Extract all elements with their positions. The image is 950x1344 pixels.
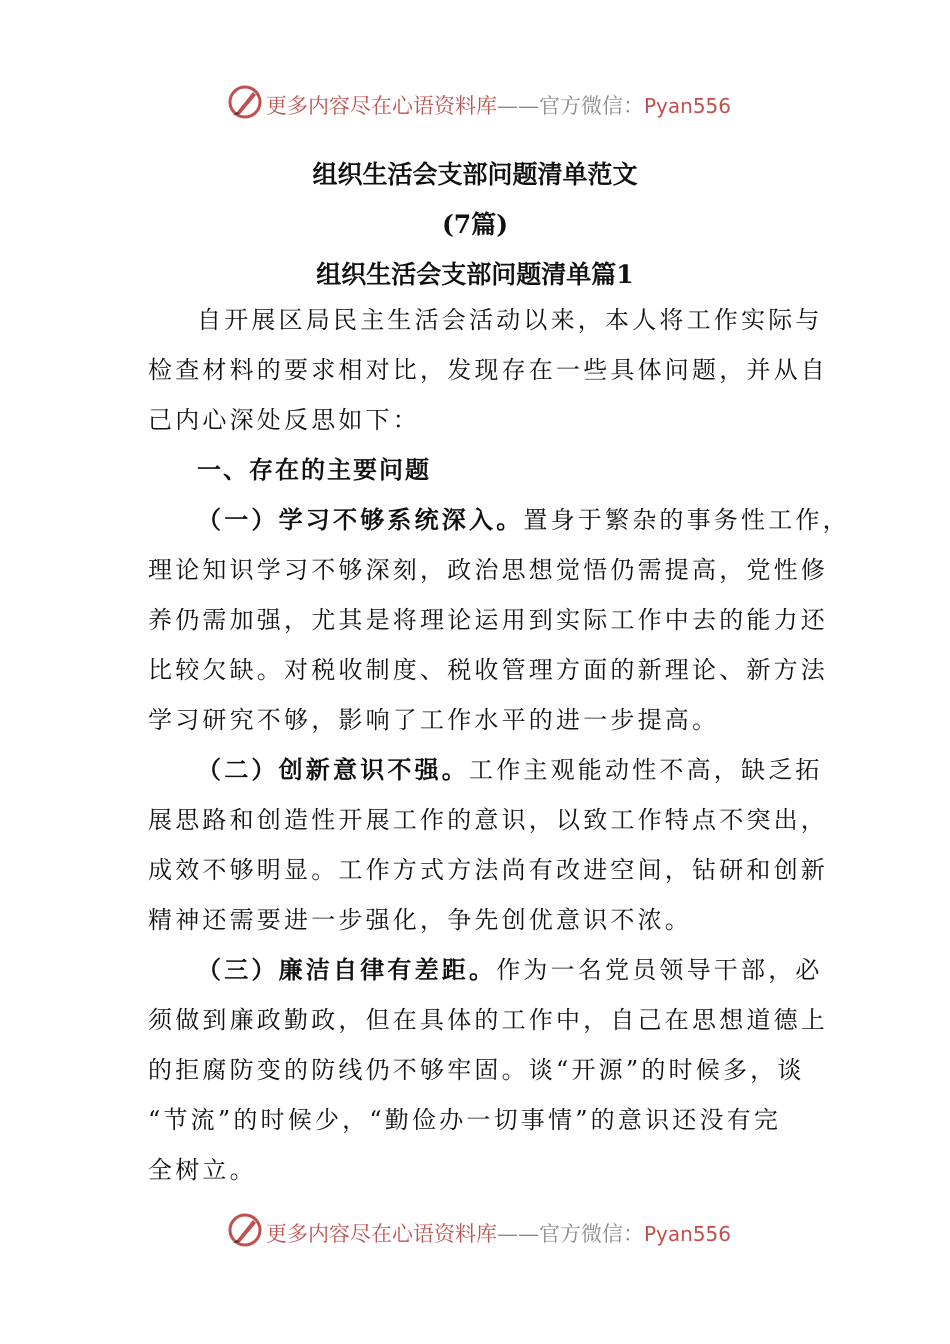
paragraph-line: 精神还需要进一步强化，争先创优意识不浓。 [148,906,692,934]
intro-line: 检查材料的要求相对比，发现存在一些具体问题，并从自 [148,356,828,384]
banner-text [266,1218,731,1248]
banner-wechat-label: 官方微信： [539,94,644,118]
paragraph-line: 成效不够明显。工作方式方法尚有改进空间，钻研和创新 [148,856,828,884]
paragraph-line: 的拒腐防变的防线仍不够牢固。谈“开源”的时候多，谈 [148,1056,805,1084]
banner-dash: —— [497,94,539,118]
pen-circle-logo-icon [227,84,263,120]
header-banner [0,82,950,126]
paragraph-line [197,955,823,985]
document-count: (7篇) [441,210,509,239]
intro-line: 自开展区局民主生活会活动以来，本人将工作实际与 [197,306,823,334]
paragraph-lead: （一）学习不够系统深入。 [197,505,524,534]
paragraph-lead: （三）廉洁自律有差距。 [197,955,497,984]
banner-wechat-id: Pyan556 [644,94,732,118]
banner-site-text: 更多内容尽在心语资料库 [266,94,497,118]
paragraph-line: “节流”的时候少，“勤俭办一切事情”的意识还没有完 [148,1106,782,1134]
banner-wechat-id: Pyan556 [644,1222,732,1246]
banner-text [266,90,731,120]
paragraph-line: 须做到廉政勤政，但在具体的工作中，自己在思想道德上 [148,1006,828,1034]
intro-line: 己内心深处反思如下： [148,406,420,434]
paragraph-text: 工作主观能动性不高，缺乏拓 [469,756,823,784]
banner-site-text: 更多内容尽在心语资料库 [266,1222,497,1246]
paragraph-text: 置身于繁杂的事务性工作， [523,506,850,534]
paragraph-line: 养仍需加强，尤其是将理论运用到实际工作中去的能力还 [148,606,828,634]
paragraph-line: 比较欠缺。对税收制度、税收管理方面的新理论、新方法 [148,656,828,684]
banner-wechat-label: 官方微信： [539,1222,644,1246]
pen-circle-logo-icon [227,1212,263,1248]
paragraph-line [197,505,850,535]
section-heading: 一、存在的主要问题 [197,455,431,484]
footer-banner [0,1210,950,1254]
banner-dash: —— [497,1222,539,1246]
paragraph-lead: （二）创新意识不强。 [197,755,469,784]
paragraph-line: 理论知识学习不够深刻，政治思想觉悟仍需提高，党性修 [148,556,828,584]
paragraph-text: 作为一名党员领导干部，必 [496,956,823,984]
paragraph-line [197,755,823,785]
paragraph-line: 学习研究不够，影响了工作水平的进一步提高。 [148,706,720,734]
part-title: 组织生活会支部问题清单篇1 [316,260,634,289]
paragraph-line: 全树立。 [148,1156,257,1184]
paragraph-line: 展思路和创造性开展工作的意识，以致工作特点不突出， [148,806,828,834]
document-title: 组织生活会支部问题清单范文 [312,160,638,189]
